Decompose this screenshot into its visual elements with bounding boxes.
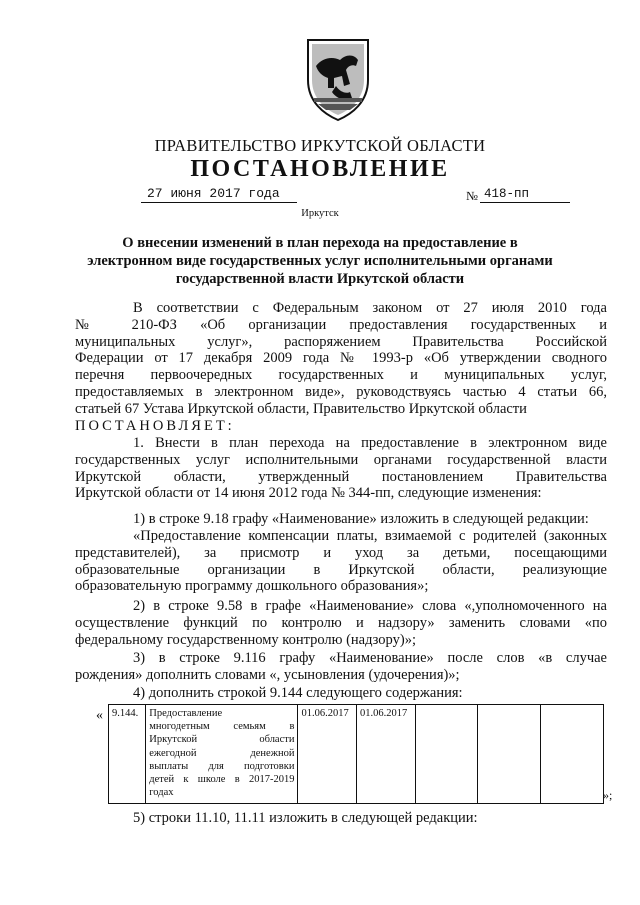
inserted-row-table bbox=[108, 704, 604, 804]
subitem-5-paragraph bbox=[75, 810, 607, 827]
date-cell-2: 01.06.2017 bbox=[357, 705, 416, 804]
text-line: представителей), за присмотр и уход за детьми, посещающими bbox=[75, 544, 607, 561]
text-line: Иркутской области, утвержденный постановлением Правительства bbox=[75, 468, 607, 485]
cell-line: многодетным семьям в bbox=[149, 721, 295, 733]
text-line: № 210-ФЗ «Об организации предоставления государственных и bbox=[75, 316, 607, 333]
text-line: муниципальных услуг», распоряжением Правительства Российской bbox=[75, 333, 607, 350]
text-line: Федерации от 17 декабря 2009 года № 1993-р «Об утверждении сводного bbox=[75, 350, 607, 367]
text-line: 1) в строке 9.18 графу «Наименование» изложить в следующей редакции: bbox=[133, 511, 589, 527]
cell-line: выплаты для подготовки bbox=[149, 760, 295, 772]
subitem-4-paragraph bbox=[75, 685, 607, 702]
text-line: 3) в строке 9.116 графу «Наименование» после слов «в случае bbox=[133, 650, 607, 666]
heading-line: электронном виде государственных услуг исполнительными органами bbox=[87, 253, 553, 269]
subitem-1-quote bbox=[75, 528, 607, 595]
text-line: рождения» дополнить словами «, усыновления (удочерения)»; bbox=[75, 666, 460, 683]
text-line: 5) строки 11.10, 11.11 изложить в следующей редакции: bbox=[133, 810, 478, 826]
subitem-1-paragraph bbox=[75, 511, 607, 528]
close-quote: »; bbox=[603, 788, 613, 802]
table-row bbox=[109, 705, 604, 804]
text-line: Иркутской области от 14 июня 2012 года № 344-пп, следующие изменения: bbox=[75, 485, 542, 502]
cell-line: годах bbox=[149, 787, 174, 799]
text-line: «Предоставление компенсации платы, взимаемой с родителей (законных bbox=[133, 528, 607, 544]
text-line: образовательные организации в Иркутской области, реализующие bbox=[75, 561, 607, 578]
document-number-label: № bbox=[466, 189, 478, 203]
subitem-3-paragraph bbox=[75, 650, 607, 684]
empty-cell bbox=[541, 705, 604, 804]
cell-line: детей к школе в 2017-2019 bbox=[149, 774, 295, 786]
text-line: перечня первоочередных государственных и муниципальных услуг, bbox=[75, 367, 607, 384]
text-line: статьей 67 Устава Иркутской области, Правительство Иркутской области bbox=[75, 400, 527, 417]
government-name: ПРАВИТЕЛЬСТВО ИРКУТСКОЙ ОБЛАСТИ bbox=[154, 136, 486, 155]
empty-cell bbox=[478, 705, 541, 804]
date-cell-1: 01.06.2017 bbox=[298, 705, 357, 804]
document-number: 418-пп bbox=[480, 186, 570, 203]
document-city: Иркутск bbox=[301, 208, 339, 219]
row-number-cell: 9.144. bbox=[109, 705, 146, 804]
preamble-paragraph bbox=[75, 300, 607, 434]
text-line: образовательную программу дошкольного образования»; bbox=[75, 578, 429, 595]
empty-cell bbox=[415, 705, 478, 804]
document-type-title: ПОСТАНОВЛЕНИЕ bbox=[190, 156, 450, 182]
document-date: 27 июня 2017 года bbox=[141, 186, 297, 203]
text-line: 1. Внести в план перехода на предоставление в электронном виде bbox=[133, 435, 607, 451]
subitem-2-paragraph bbox=[75, 598, 607, 648]
heading-line: государственной власти Иркутской области bbox=[175, 271, 465, 287]
cell-line: ежегодной денежной bbox=[149, 747, 295, 759]
item-1-paragraph bbox=[75, 435, 607, 502]
text-line: 2) в строке 9.58 в графе «Наименование» слова «,уполномоченного на bbox=[133, 598, 607, 614]
cell-line: Иркутской области bbox=[149, 734, 295, 746]
text-line: В соответствии с Федеральным законом от 27 июля 2010 года bbox=[133, 300, 607, 316]
document-heading bbox=[80, 234, 560, 288]
service-name-cell bbox=[146, 705, 298, 804]
text-line: предоставляемых в электронном виде», руководствуясь частью 4 статьи 66, bbox=[75, 383, 607, 400]
heading-line: О внесении изменений в план перехода на предоставление в bbox=[122, 235, 518, 251]
resolves-word: ПОСТАНОВЛЯЕТ: bbox=[75, 417, 235, 434]
text-line: осуществление функций по контролю и надзору» заменить словами «по bbox=[75, 614, 607, 631]
open-quote: « bbox=[96, 708, 103, 723]
text-line: 4) дополнить строкой 9.144 следующего содержания: bbox=[133, 685, 463, 701]
cell-line: Предоставление bbox=[149, 708, 223, 719]
text-line: государственных услуг исполнительными органами государственной власти bbox=[75, 451, 607, 468]
coat-of-arms-emblem bbox=[300, 36, 376, 122]
text-line: федеральному государственному контролю (надзору)»; bbox=[75, 631, 416, 648]
